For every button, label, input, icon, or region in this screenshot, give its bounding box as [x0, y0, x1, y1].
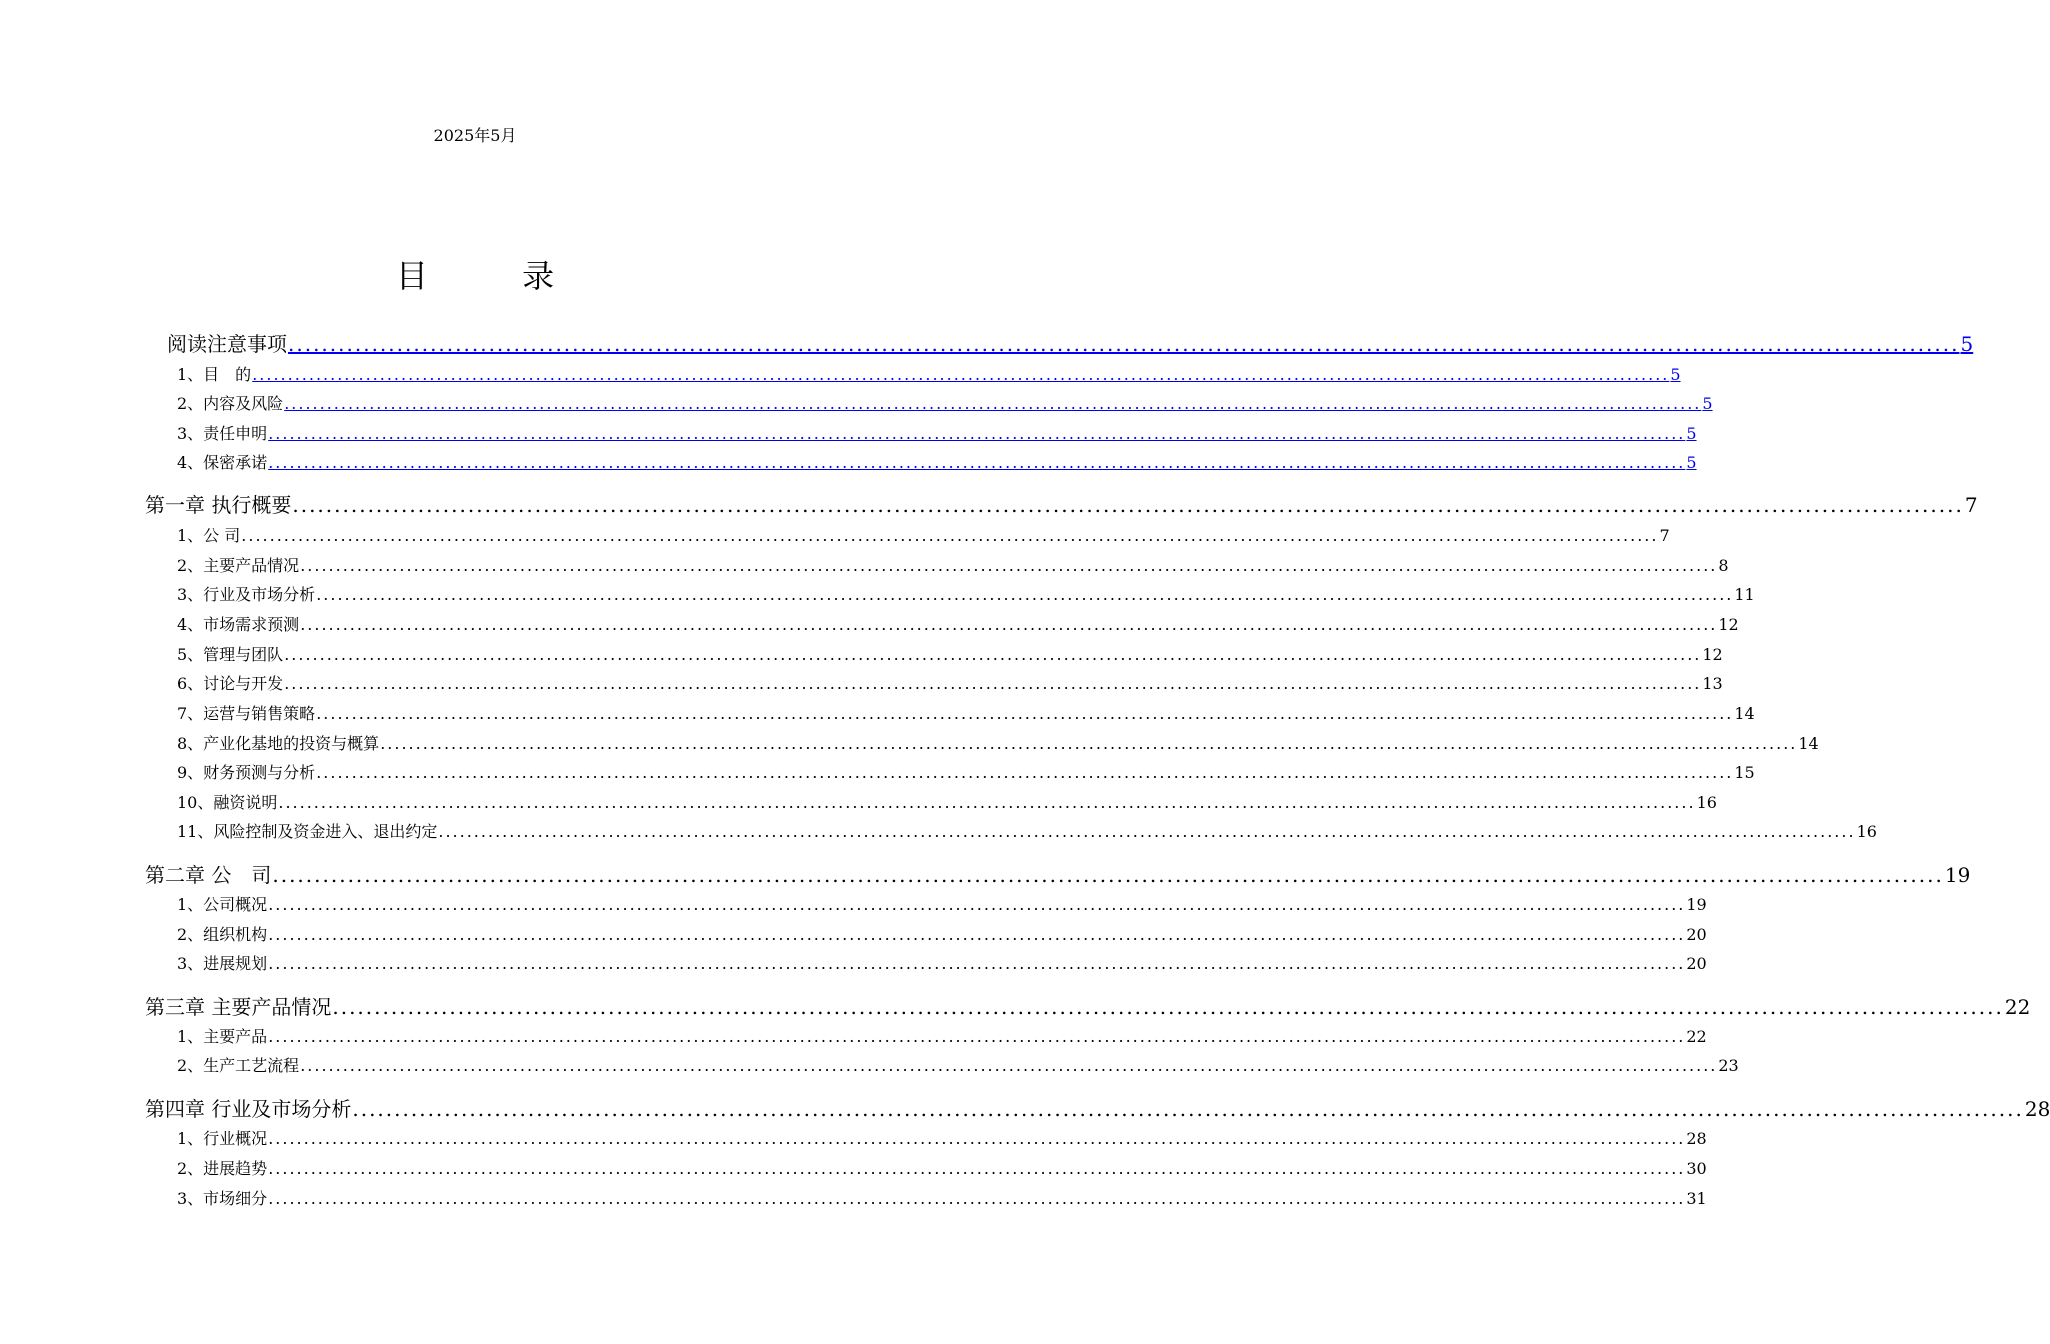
toc-leader-dots: ........................................................................................................................................................................................................ [268, 1189, 1686, 1208]
toc-leader-dots: ........................................................................................................................................................................................................ [284, 394, 1702, 413]
toc-entry-label: 2、生产工艺流程 [177, 1056, 300, 1075]
toc-leader-dots: ........................................................................................................................................................................................................ [316, 585, 1734, 604]
toc-entry-label: 1、公司概况 [177, 895, 268, 914]
toc-entry-label: 4、保密承诺 [177, 453, 268, 472]
toc-entry[interactable] [177, 821, 1877, 843]
toc-page-number: 5 [1686, 424, 1697, 443]
toc-leader-dots: ........................................................................................................................................................................................................ [268, 1129, 1686, 1148]
toc-leader-dots: ........................................................................................................................................................................................................ [288, 332, 1960, 356]
toc-leader-dots: ........................................................................................................................................................................................................ [268, 1027, 1686, 1046]
toc-entry-label: 10、融资说明 [177, 793, 278, 812]
toc-entry-label: 1、公 司 [177, 526, 241, 545]
toc-entry[interactable] [177, 555, 1729, 577]
toc-entry[interactable] [177, 1055, 1739, 1077]
toc-entry-label: 2、组织机构 [177, 925, 268, 944]
toc-entry[interactable] [177, 792, 1717, 814]
toc-leader-dots: ........................................................................................................................................................................................................ [380, 734, 1798, 753]
toc-page-number: 15 [1734, 763, 1755, 782]
toc-entry-label: 3、行业及市场分析 [177, 585, 316, 604]
toc-page-number: 28 [2024, 1097, 2050, 1121]
toc-leader-dots: ........................................................................................................................................................................................................ [268, 1159, 1686, 1178]
toc-entry-label: 9、财务预测与分析 [177, 763, 316, 782]
toc-entry[interactable] [177, 1158, 1707, 1180]
toc-entry-label: 8、产业化基地的投资与概算 [177, 734, 380, 753]
toc-leader-dots: ........................................................................................................................................................................................................ [268, 954, 1686, 973]
toc-entry-label: 4、市场需求预测 [177, 615, 300, 634]
toc-leader-dots: ........................................................................................................................................................................................................ [268, 925, 1686, 944]
toc-entry-label: 阅读注意事项 [167, 332, 287, 356]
toc-leader-dots: ........................................................................................................................................................................................................ [300, 615, 1718, 634]
toc-page-number: 12 [1702, 645, 1723, 664]
toc-page-number: 14 [1798, 734, 1819, 753]
toc-entry-purpose[interactable] [177, 364, 1681, 386]
toc-entry[interactable] [177, 762, 1755, 784]
toc-chapter-label: 第一章 执行概要 [145, 493, 292, 517]
toc-entry-label: 5、管理与团队 [177, 645, 284, 664]
toc-entry-liability-statement[interactable] [177, 423, 1697, 445]
toc-page-number: 28 [1686, 1129, 1707, 1148]
toc-page-number: 8 [1718, 556, 1729, 575]
toc-chapter-label: 第二章 公 司 [145, 863, 272, 887]
toc-chapter-3[interactable] [145, 994, 2031, 1020]
toc-page-number: 12 [1718, 615, 1739, 634]
toc-chapter-label: 第三章 主要产品情况 [145, 995, 332, 1019]
toc-page-number: 20 [1686, 954, 1707, 973]
toc-title: 目 录 [395, 257, 597, 295]
toc-entry-label: 1、目 的 [177, 365, 252, 384]
toc-entry-reading-notice[interactable] [167, 331, 1974, 357]
toc-leader-dots: ........................................................................................................................................................................................................ [272, 863, 1944, 887]
toc-chapter-4[interactable] [145, 1096, 2050, 1122]
toc-entry[interactable] [177, 1188, 1707, 1210]
toc-leader-dots: ........................................................................................................................................................................................................ [268, 453, 1686, 472]
toc-page-number: 20 [1686, 925, 1707, 944]
toc-entry-label: 6、讨论与开发 [177, 674, 284, 693]
toc-entry[interactable] [177, 644, 1723, 666]
toc-page-number: 16 [1696, 793, 1717, 812]
toc-page-number: 23 [1718, 1056, 1739, 1075]
toc-leader-dots: ........................................................................................................................................................................................................ [316, 704, 1734, 723]
toc-leader-dots: ........................................................................................................................................................................................................ [284, 645, 1702, 664]
toc-page-number: 19 [1944, 863, 1971, 887]
toc-leader-dots: ........................................................................................................................................................................................................ [300, 556, 1718, 575]
toc-entry-label: 2、内容及风险 [177, 394, 284, 413]
toc-entry-label: 7、运营与销售策略 [177, 704, 316, 723]
toc-page-number: 7 [1659, 526, 1670, 545]
toc-page-number: 13 [1702, 674, 1723, 693]
toc-entry[interactable] [177, 953, 1707, 975]
toc-entry-label: 1、行业概况 [177, 1129, 268, 1148]
toc-entry-label: 1、主要产品 [177, 1027, 268, 1046]
toc-entry-label: 2、进展趋势 [177, 1159, 268, 1178]
toc-leader-dots: ........................................................................................................................................................................................................ [284, 674, 1702, 693]
toc-entry-label: 3、市场细分 [177, 1189, 268, 1208]
toc-page-number: 14 [1734, 704, 1755, 723]
toc-entry[interactable] [177, 673, 1723, 695]
toc-entry[interactable] [177, 924, 1707, 946]
toc-entry-confidentiality[interactable] [177, 452, 1697, 474]
toc-leader-dots: ........................................................................................................................................................................................................ [316, 763, 1734, 782]
toc-page-number: 5 [1686, 453, 1697, 472]
toc-entry-label: 11、风险控制及资金进入、退出约定 [177, 822, 438, 841]
toc-leader-dots: ........................................................................................................................................................................................................ [300, 1056, 1718, 1075]
toc-page-number: 22 [2004, 995, 2031, 1019]
toc-entry[interactable] [177, 733, 1819, 755]
toc-page-number: 5 [1670, 365, 1681, 384]
document-date: 2025年5月 [433, 126, 517, 145]
toc-entry[interactable] [177, 584, 1755, 606]
toc-leader-dots: ........................................................................................................................................................................................................ [278, 793, 1696, 812]
toc-entry-label: 2、主要产品情况 [177, 556, 300, 575]
toc-entry[interactable] [177, 614, 1739, 636]
toc-page-number: 22 [1686, 1027, 1707, 1046]
toc-page-number: 11 [1734, 585, 1755, 604]
toc-leader-dots: ........................................................................................................................................................................................................ [268, 424, 1686, 443]
toc-entry-label: 3、进展规划 [177, 954, 268, 973]
toc-chapter-2[interactable] [145, 862, 1971, 888]
toc-entry-label: 3、责任申明 [177, 424, 268, 443]
toc-entry[interactable] [177, 525, 1670, 547]
toc-entry[interactable] [177, 1026, 1707, 1048]
toc-leader-dots: ........................................................................................................................................................................................................ [438, 822, 1856, 841]
toc-page-number: 16 [1856, 822, 1877, 841]
toc-leader-dots: ........................................................................................................................................................................................................ [268, 895, 1686, 914]
toc-entry[interactable] [177, 1128, 1707, 1150]
toc-entry[interactable] [177, 703, 1755, 725]
toc-page-number: 19 [1686, 895, 1707, 914]
toc-entry-content-risk[interactable] [177, 393, 1713, 415]
toc-page-number: 7 [1964, 493, 1978, 517]
toc-page-number: 30 [1686, 1159, 1707, 1178]
toc-leader-dots: ........................................................................................................................................................................................................ [292, 493, 1964, 517]
toc-chapter-1[interactable] [145, 492, 1978, 518]
toc-leader-dots: ........................................................................................................................................................................................................ [332, 995, 2004, 1019]
toc-entry[interactable] [177, 894, 1707, 916]
toc-leader-dots: ........................................................................................................................................................................................................ [241, 526, 1659, 545]
toc-leader-dots: ........................................................................................................................................................................................................ [252, 365, 1670, 384]
toc-chapter-label: 第四章 行业及市场分析 [145, 1097, 352, 1121]
toc-page-number: 5 [1702, 394, 1713, 413]
toc-page-number: 5 [1960, 332, 1974, 356]
toc-page-number: 31 [1686, 1189, 1707, 1208]
toc-leader-dots: ........................................................................................................................................................................................................ [352, 1097, 2024, 1121]
